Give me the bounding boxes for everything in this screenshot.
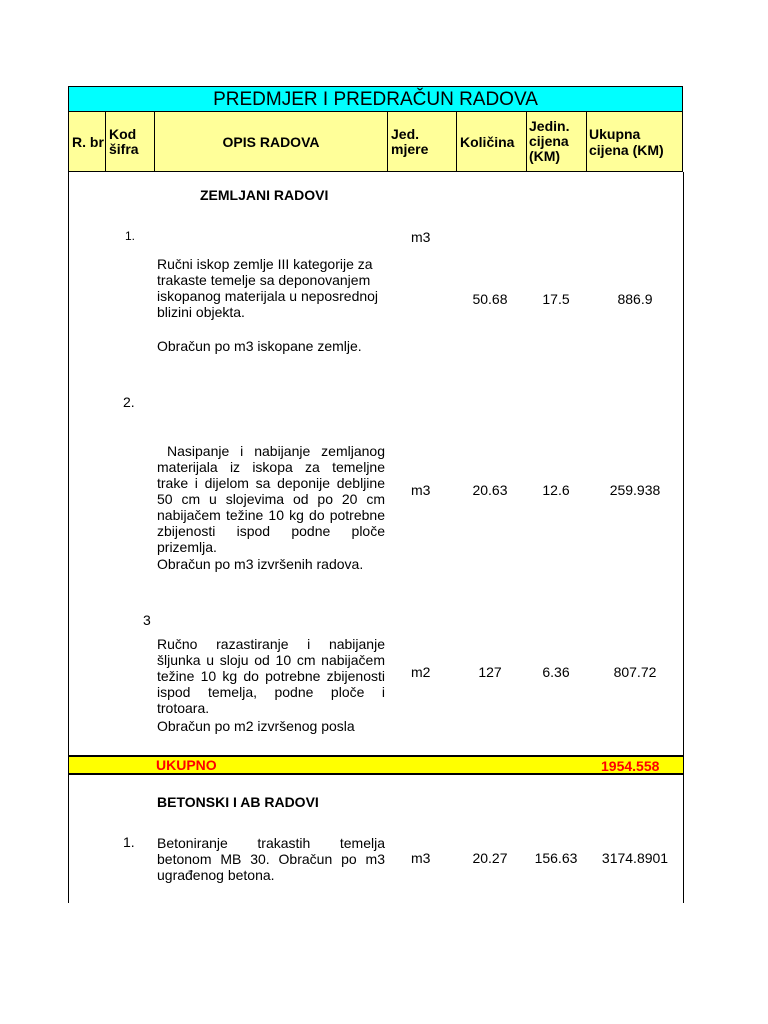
- table-left-border: [68, 172, 69, 903]
- header-ukupna-cijena: Ukupna cijena (KM): [589, 125, 664, 158]
- header-rbr: R. br: [69, 112, 106, 171]
- item-description: Betoniranje trakastih temelja betonom MB 30. Obračun po m3 ugrađenog betona.: [157, 835, 385, 883]
- item-quantity: 50.68: [472, 291, 508, 307]
- header-opis: OPIS RADOVA: [155, 112, 388, 171]
- header-kolicina: Količina: [457, 112, 527, 171]
- item-quantity: 20.27: [472, 850, 508, 866]
- item-unit: m3: [411, 482, 431, 498]
- item-number: 1.: [123, 834, 135, 850]
- item-number: 1.: [125, 229, 136, 243]
- item-number: 3: [143, 612, 151, 628]
- item-unit: m3: [411, 229, 431, 245]
- item-unit-price: 6.36: [542, 664, 570, 680]
- item-total: 807.72: [613, 664, 657, 680]
- subtotal-row: [69, 755, 683, 775]
- item-total: 259.938: [609, 482, 661, 498]
- document-title: PREDMJER I PREDRAČUN RADOVA: [68, 86, 683, 112]
- item-description-note: Obračun po m3 izvršenih radova.: [157, 556, 364, 572]
- item-description-note: Obračun po m3 iskopane zemlje.: [157, 338, 362, 354]
- item-unit-price: 17.5: [542, 291, 570, 307]
- item-total: 886.9: [617, 291, 653, 307]
- item-description-note: Obračun po m2 izvršenog posla: [157, 718, 355, 734]
- item-unit-price: 156.63: [534, 850, 578, 866]
- item-description: Ručno razastiranje i nabijanje šljunka u sloju od 10 cm nabijačem težine 10 kg do potrebne zbijenosti ispod temelja, podne ploče i trotoara.: [157, 636, 385, 716]
- section-title: ZEMLJANI RADOVI: [200, 187, 329, 203]
- header-kod: Kod šifra: [106, 112, 155, 171]
- header-jed-mjere: Jed. mjere: [388, 112, 457, 171]
- item-unit-price: 12.6: [542, 482, 570, 498]
- item-unit: m3: [411, 850, 431, 866]
- item-quantity: 20.63: [472, 482, 508, 498]
- section-title: BETONSKI I AB RADOVI: [157, 794, 319, 810]
- item-number: 2.: [123, 394, 135, 410]
- subtotal-value: 1954.558: [601, 758, 660, 774]
- item-description: Ručni iskop zemlje III kategorije za trakaste temelje sa deponovanjem iskopanog materijala u neposrednoj blizini objekta.: [157, 256, 379, 320]
- subtotal-label: UKUPNO: [156, 757, 217, 773]
- item-unit: m2: [411, 664, 431, 680]
- item-total: 3174.8901: [601, 850, 669, 866]
- item-description: Nasipanje i nabijanje zemljanog materijala iz iskopa za temeljne trake i dijelom sa deponije debljine 50 cm u slojevima od po 20 cm nabijačem težine 10 kg do potrebne zbijenosti ispod podne ploče prizemlja.: [157, 443, 385, 555]
- table-header-row: [68, 112, 683, 172]
- header-jedinicna-cijena: Jedin. cijena (KM): [527, 112, 587, 171]
- item-quantity: 127: [478, 664, 502, 680]
- table-right-border: [683, 172, 684, 903]
